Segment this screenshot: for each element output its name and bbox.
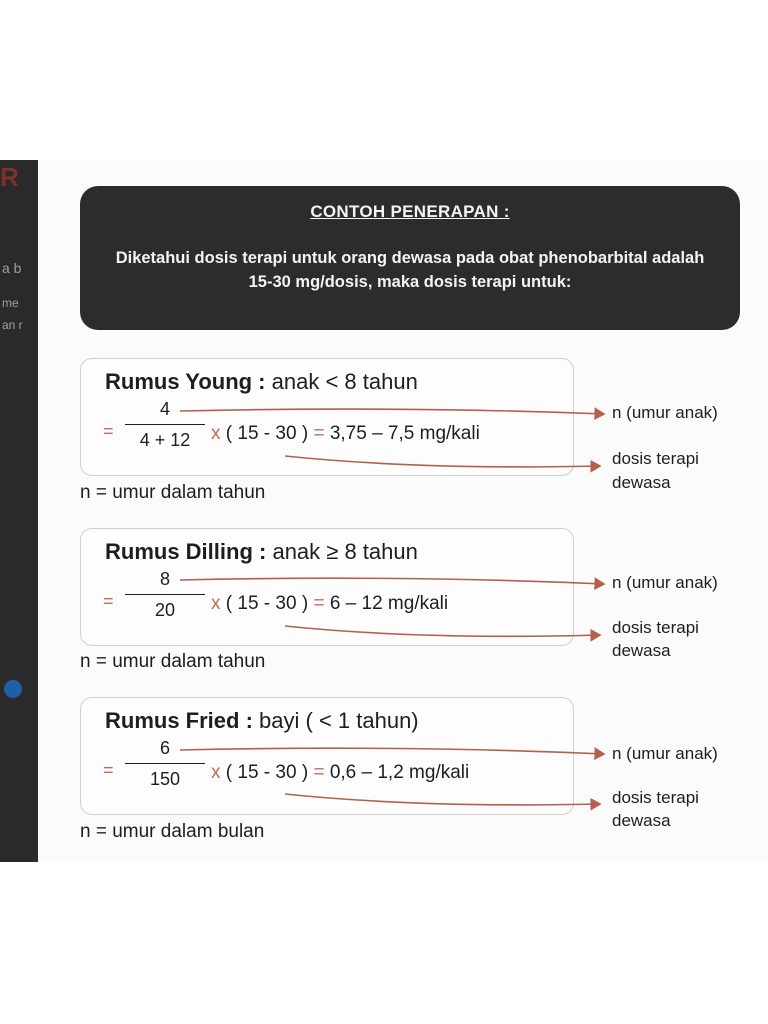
formula-note: n = umur dalam bulan xyxy=(80,821,265,842)
formula-note: n = umur dalam tahun xyxy=(80,482,266,503)
formula-result: 0,6 – 1,2 mg/kali xyxy=(329,762,470,783)
equals-sign: = xyxy=(313,593,325,614)
fraction-numerator: 8 xyxy=(159,569,170,589)
fraction-denominator: 150 xyxy=(149,769,181,789)
arrow-to-dose-label xyxy=(285,456,600,467)
label-n-umur-anak: n (umur anak) xyxy=(612,744,718,763)
formula-result: 6 – 12 mg/kali xyxy=(329,593,449,614)
label-n-umur-anak: n (umur anak) xyxy=(612,403,718,422)
multiply-sign: x xyxy=(211,593,221,614)
formula-condition: bayi ( < 1 tahun) xyxy=(259,708,419,733)
label-dosis-terapi: dosis terapi xyxy=(612,449,699,468)
equals-sign: = xyxy=(103,760,114,780)
adult-dose-range: ( 15 - 30 ) xyxy=(225,762,309,783)
fraction-denominator: 4 + 12 xyxy=(139,430,191,450)
arrow-to-n-label xyxy=(180,409,604,414)
formula-condition: anak ≥ 8 tahun xyxy=(272,539,418,564)
multiply-sign: x xyxy=(211,762,221,783)
arrow-to-dose-label xyxy=(285,794,600,805)
multiply-sign: x xyxy=(211,423,221,444)
arrow-to-dose-label xyxy=(285,626,600,636)
label-n-umur-anak: n (umur anak) xyxy=(612,573,718,592)
arrow-to-n-label xyxy=(180,748,604,754)
formula-name: Rumus Fried : xyxy=(105,708,253,733)
background-red-fragment: R xyxy=(0,162,19,192)
arrow-to-n-label xyxy=(180,578,604,584)
formula-condition: anak < 8 tahun xyxy=(271,369,418,394)
adult-dose-range: ( 15 - 30 ) xyxy=(225,593,309,614)
formula-note: n = umur dalam tahun xyxy=(80,651,266,672)
background-text-fragment: a b xyxy=(2,260,22,276)
fraction-numerator: 6 xyxy=(159,738,170,758)
header-description: Diketahui dosis terapi untuk orang dewasa pada obat phenobarbital adalah 15-30 mg/dosis, maka dosis terapi untuk: xyxy=(115,249,705,291)
equals-sign: = xyxy=(313,423,325,444)
fraction-numerator: 4 xyxy=(159,399,170,419)
label-dosis-terapi: dosis terapi xyxy=(612,618,699,637)
formula-name: Rumus Dilling : xyxy=(105,539,267,564)
label-dewasa: dewasa xyxy=(612,641,671,660)
label-dewasa: dewasa xyxy=(612,473,671,492)
annotation-arrows xyxy=(0,160,768,862)
header-title: CONTOH PENERAPAN : xyxy=(310,202,510,221)
equals-sign: = xyxy=(103,591,114,611)
formula-name: Rumus Young : xyxy=(105,369,266,394)
equals-sign: = xyxy=(103,421,114,441)
equals-sign: = xyxy=(313,762,325,783)
background-text-fragment: an r xyxy=(2,318,23,332)
formula-result: 3,75 – 7,5 mg/kali xyxy=(329,423,480,444)
infographic-photo xyxy=(0,160,768,862)
label-dewasa: dewasa xyxy=(612,811,671,830)
background-text-fragment: me xyxy=(2,296,19,310)
adult-dose-range: ( 15 - 30 ) xyxy=(225,423,309,444)
fraction-denominator: 20 xyxy=(154,600,176,620)
label-dosis-terapi: dosis terapi xyxy=(612,788,699,807)
